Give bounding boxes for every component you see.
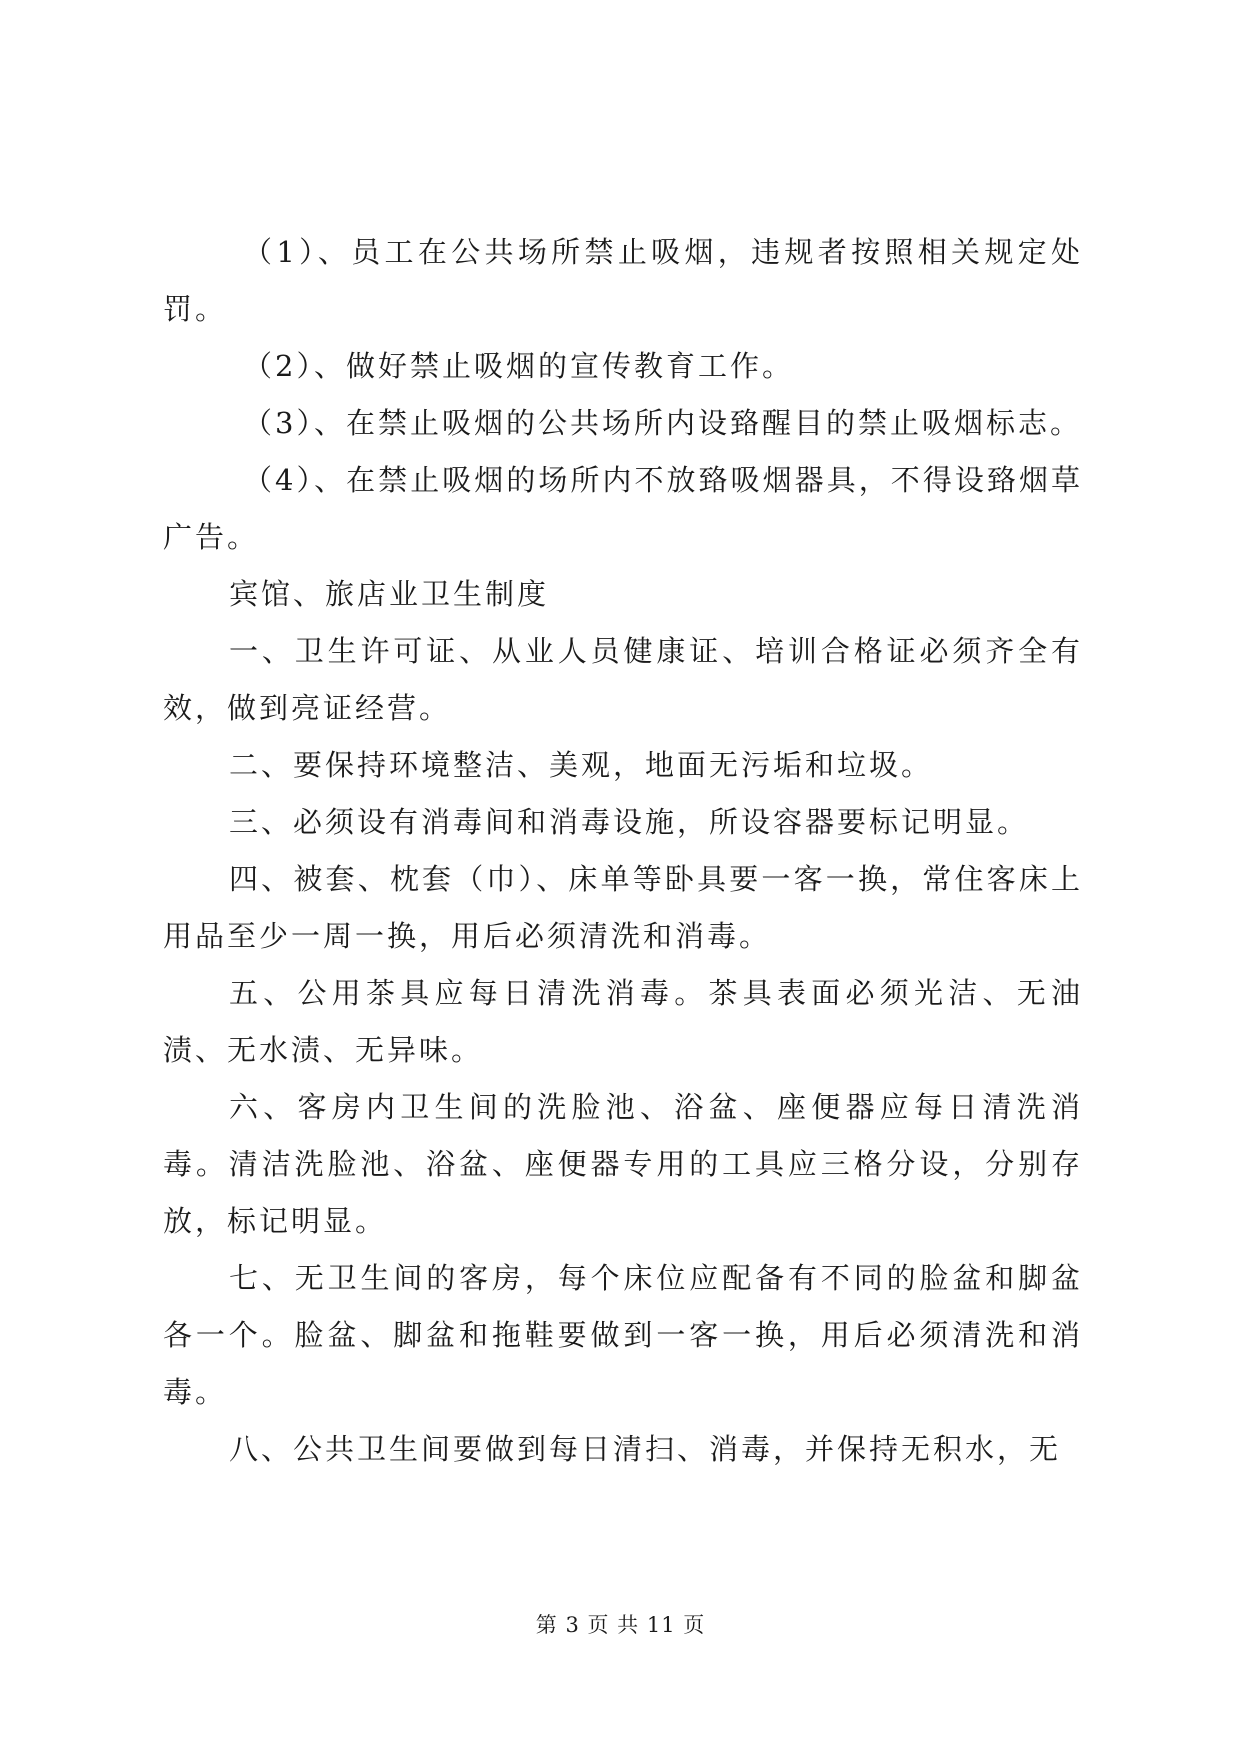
rule-1: 一、卫生许可证、从业人员健康证、培训合格证必须齐全有效，做到亮证经营。: [163, 634, 1083, 725]
paragraph-3: （3）、在禁止吸烟的公共场所内设臵醒目的禁止吸烟标志。: [243, 406, 1082, 440]
paragraph-1: （1）、员工在公共场所禁止吸烟，违规者按照相关规定处罚。: [163, 235, 1083, 326]
section-title: 宾馆、旅店业卫生制度: [229, 577, 550, 611]
rule-4: 四、被套、枕套（巾）、床单等卧具要一客一换，常住客床上用品至少一周一换，用后必须清洗和消毒。: [163, 862, 1083, 953]
rule-8: 八、公共卫生间要做到每日清扫、消毒，并保持无积水，无: [229, 1432, 1062, 1466]
page-number-footer: 第 3 页 共 11 页: [535, 1613, 706, 1637]
rule-7: 七、无卫生间的客房，每个床位应配备有不同的脸盆和脚盆各一个。脸盆、脚盆和拖鞋要做到一客一换，用后必须清洗和消毒。: [163, 1261, 1083, 1409]
rule-3: 三、必须设有消毒间和消毒设施，所设容器要标记明显。: [229, 805, 1030, 839]
paragraph-4: （4）、在禁止吸烟的场所内不放臵吸烟器具，不得设臵烟草广告。: [163, 463, 1083, 554]
rule-5: 五、公用茶具应每日清洗消毒。茶具表面必须光洁、无油渍、无水渍、无异味。: [163, 976, 1083, 1067]
paragraph-2: （2）、做好禁止吸烟的宣传教育工作。: [243, 349, 794, 383]
rule-6: 六、客房内卫生间的洗脸池、浴盆、座便器应每日清洗消毒。清洁洗脸池、浴盆、座便器专用的工具应三格分设，分别存放，标记明显。: [163, 1090, 1083, 1238]
document-body: [163, 224, 1083, 1478]
rule-2: 二、要保持环境整洁、美观，地面无污垢和垃圾。: [229, 748, 934, 782]
